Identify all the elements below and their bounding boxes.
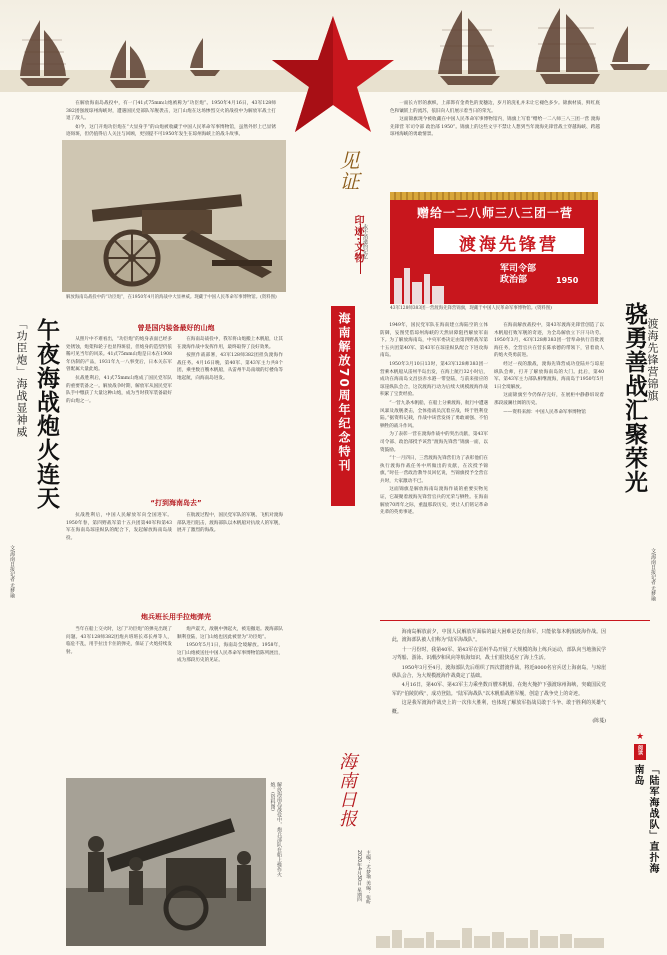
- section-2-col-b: [177, 512, 283, 536]
- sidebar-divider: [380, 620, 650, 621]
- left-byline: 文/海南日报记者 尤梦瑜: [9, 545, 15, 599]
- right-byline: 文/海南日报记者 尤梦瑜: [650, 548, 656, 602]
- column-subtitle: 印迹·文物: [352, 215, 363, 264]
- right-headline: 骁勇善战汇聚荣光: [621, 302, 647, 494]
- left-intro-text: 在解放海南岛战役中，有一门41式75mm山炮被称为“功臣炮”。1950年4月16日，43军128师382团强渡琼州海峡时，遭遇国民党部队军舰袭击，这门山炮在这场惨烈交火的战役中为解放军战士打退了敌人。: [66, 101, 276, 122]
- section-1-text-4: 按照作战部署，43军128师382团担负渡海作战任务。4月16日晚，第40军、第43军主力共8个团，乘坐数百艘木帆船，从雷州半岛南端的灯楼角等地起航，向海南岛进发。: [177, 353, 283, 381]
- special-issue-text: 海南解放70周年纪念特刊: [337, 312, 351, 473]
- sidebar-text-5: 这是我军渡海作战史上的一次伟大胜利，也体现了解放军指战员敢于斗争、敢于胜利的英雄气概。: [392, 700, 606, 715]
- column-title-block: [324, 150, 376, 212]
- photo1-caption: 解放海南岛战役中的“功臣炮”，在1950年4月的海战中大显神威。现藏于中国人民革命军事博物馆。(资料图): [66, 295, 277, 300]
- left-intro: [66, 100, 276, 140]
- section-1-text: 从照片中不难看出，“功臣炮”的炮身表面已经多处锈蚀，炮架和轮子也显得斑驳，但炮身的造型仍依稀可见当年的风采。41式75mm山炮是日本在1908年仿制的产品，1931年九一八事变后，日本关东军曾配属大量此炮。: [66, 337, 172, 373]
- right-col3-text-3: 这面锦旗至今仍保存完好，在展柜中静静诉说着那段波澜壮阔的历史。: [494, 393, 604, 406]
- pennant-org-2: 政治部: [500, 275, 528, 285]
- photo2-caption: 解放海南岛战役中，炮兵部队在船上操作火炮。(资料图): [269, 782, 282, 877]
- column-tag: 永不消逝的记忆: [360, 224, 369, 274]
- right-body-4: 为了表彰一营在渡海作战中的突出贡献，第43军司令部、政治部授予该营“渡海先锋营”锦旗一面，以资鼓励。: [380, 432, 488, 453]
- left-subheadline: 「功臣炮」海战显神威: [15, 318, 28, 438]
- section-2-text: 抗战胜利后，中国人民解放军向全国进军。1950年春，第四野战军第十五兵团第40军和第43军在海南岛琼崖纵队的配合下，发起解放海南岛战役。: [66, 513, 172, 541]
- section-2-text-3: 在航渡过程中，国民党军队的军舰、飞机对渡海部队进行阻击，渡海部队以木帆船对抗敌人的军舰，展开了激烈的海战。: [177, 513, 283, 534]
- section-1-text-2: 抗战胜利后，41式75mm山炮成了国民党军队的重要装备之一。解放战争时期，解放军从国民党军队手中缴获了大量这种山炮，成为当时我军装备最好的山炮之一。: [66, 375, 172, 404]
- left-intro-text-2: 如今，这门开炮功臣炮在“大显身手”的山炮被收藏于中国人民革命军事博物馆，虽然外形上已显锈迹斑斑，但仍值得后人关注与回顾，更别提不可1950年发生在琼州海峡上的战斗故事。: [66, 124, 276, 138]
- section-3-text-3: 1950年5月1日，海南岛全境解放。1958年，这门山炮被送往中国人民革命军事博物馆陈列展出，成为那段历史的见证。: [177, 643, 283, 664]
- right-subheadline: 渡海先锋营锦旗: [646, 318, 659, 402]
- right-body-2: 1950年3月10日13时，第43军128师383团一营乘木帆船从雷州半岛出发，在海上航行32小时后，成功在海南岛文昌县赤水港一带登陆，与前来接应的琼崖纵队会合，这次渡海行动为后续大规模渡海作战积累了宝贵经验。: [380, 361, 488, 398]
- sidebar-text-3: 1950年3月至4月，渡海部队先后组织了四次潜渡作战，将近8000名官兵送上海南岛，与琼崖纵队会合，为大规模渡海作战奠定了基础。: [392, 664, 606, 680]
- banner-caption: 43军128师383团一营渡海先锋营锦旗，现藏于中国人民革命军事博物馆。(资料图): [390, 306, 552, 311]
- pennant-org-1: 军司令部: [500, 264, 537, 274]
- pennant-fringe: [390, 192, 598, 200]
- section-3-text: 当年在船上交火时，这门“功臣炮”的弹壳出现了问题。43军128师382团炮兵班班长邓长州等人，临危不乱，用手拉出卡住的弹壳，保证了火炮持续发射。: [66, 627, 172, 655]
- right-col3-text: 在海南解放战役中，第43军渡海先锋营创造了以木帆船打败军舰的奇迹，为全岛解放立下汗马功劳。1950年3月，43军128师383团一营奉命执行首批渡海任务，全营官兵在营长陈承德的带领下，冒着敌人的炮火英勇前进。: [494, 323, 604, 359]
- column-title: 见证: [336, 150, 360, 192]
- red-star-emblem: [268, 14, 398, 139]
- section-3-col-a: [66, 626, 172, 657]
- right-body-6: 这面锦旗是解放海南岛渡海作战的重要实物见证，它凝聚着渡海先锋营官兵的光荣与牺牲。在海南解放70周年之际，重温那段历史，更让人们铭记革命先辈的英勇事迹。: [380, 487, 488, 516]
- newspaper-name: 海南日报: [336, 752, 357, 828]
- right-body-1: 1949年，国民党军队在海南建立海陆空的立体防御，妄图凭借琼州海峡的天然屏障阻挡解放军南下。为了解放海南岛，中央军委决定由第四野战军第十五兵团第40军、第43军在琼崖纵队配合下进攻海南岛。: [380, 323, 488, 359]
- sidebar-text-4: 4月16日，第40军、第43军主力乘坐数百艘木帆船，在炮火掩护下强渡琼州海峡，突破国民党军的“伯陵防线”，成功登陆。“陆军海战队”以木帆船战胜军舰，创造了战争史上的奇迹。: [392, 682, 606, 697]
- section-1-heading: 曾是国内装备最好的山炮: [137, 324, 215, 332]
- pennant-year: 1950: [556, 276, 579, 285]
- right-intro: [390, 100, 600, 140]
- section-2-heading: “打到海南岛去”: [150, 499, 202, 507]
- section-1-col-a: [66, 336, 172, 406]
- left-headline: 午夜海战炮火连天: [33, 318, 59, 510]
- sidebar-text-block: [392, 628, 606, 726]
- soldiers-artillery-photo: [66, 778, 266, 946]
- pennant-org: [500, 264, 536, 286]
- sidebar-text-2: 十一月份时，我第40军、第43军在雷州半岛开展了大规模的海上练兵运动，部队向当地渔民学习驾船、游泳、识潮汐和风向等航海知识，战士们很快适应了海上生活。: [392, 646, 606, 662]
- right-col-b: [494, 322, 604, 417]
- star-icon: ★: [636, 732, 645, 742]
- sidebar-text-6: (陈蔓): [592, 718, 606, 725]
- editors: 主编：尤梦瑜 美编：张昕: [365, 850, 370, 905]
- mountain-gun-photo: [62, 140, 286, 292]
- sidebar-text-1: 海南岛解放前夕，中国人民解放军面临的最大困难是没有海军，只能依靠木帆船渡海作战。因此，渡海部队被人们称为“陆军海战队”。: [392, 629, 606, 644]
- pennant-photo: [390, 192, 598, 304]
- section-1-text-3: 在海南岛战役中，我军将山炮搬上木帆船，让其在渡海作战中发挥作用，最终取得了良好效果。: [177, 337, 283, 350]
- right-intro-text-2: 这面锦旗现今被收藏在中国人民革命军事博物馆内，锦旗上写着“赠给一二八师三八三团一营 渡海先锋营 军司令部 政治部 1950”。锦旗上的这些文字不禁让人想到当年渡海先锋营战士穿越海峡、跨越琼州海峡的勇敢情景。: [390, 117, 600, 138]
- sidebar-headline: 「陆军海战队」直扑海南岛: [632, 764, 658, 874]
- issue-date: 2020年4月30日 星期四: [356, 850, 361, 902]
- sidebar-kicker: 阅读: [637, 745, 643, 755]
- section-3-col-b: [177, 626, 283, 666]
- right-col-a: [380, 322, 488, 518]
- right-body-3: “一营九条木帆船，在船上分乘渡海，航行中遭遇风暴及敌舰袭击，全体指战员沉着应战，终于胜利登陆。”据资料记载，作战中该营发扬了勇敢顽强、不怕牺牲的战斗作风。: [380, 400, 489, 429]
- city-skyline-icon: [390, 262, 450, 304]
- pennant-dedication: 赠给一二八师三八三团一营: [416, 206, 573, 220]
- section-2-col-a: [66, 512, 172, 543]
- section-3-heading: 炮兵班长用手拉炮弹壳: [141, 613, 211, 621]
- sidebar-kicker-box: [634, 744, 646, 760]
- special-issue-banner: [331, 306, 355, 506]
- right-col3-text-2: 经过一夜的激战，渡海先锋营成功登陆并与琼崖纵队会师，打开了解放海南岛的大门。此后，第40军、第43军主力部队相继渡海，海南岛于1950年5月1日全境解放。: [494, 361, 604, 390]
- right-intro-text: 一面长方形的旗帜，上部饰有金黄色的麦穗边，岁月的洗礼并未让它褪色多少。锦旗材质，鲜红底色和镶嵌上的流苏，依旧向人们展示着当日的荣光。: [390, 101, 600, 114]
- section-1-col-b: [177, 336, 283, 384]
- right-col3-text-4: ——资料来源：中国人民革命军事博物馆: [503, 409, 586, 415]
- pennant-title: 渡海先锋营: [459, 235, 559, 255]
- city-silhouette: [376, 926, 606, 948]
- section-3-text-2: 炮声震天，敌舰中弹起火，被迫撤退。渡海部队顺利登陆，这门山炮也因此被誉为“功臣炮”。: [177, 627, 283, 640]
- right-body-5: “十一月四日，三营渡海先锋营们为了表彰他们在执行渡海作战任务中所做出的贡献，在次授予锦旗，”时任一营政治教导员回忆说，当锦旗授予全营官兵时，大家激动不已。: [380, 456, 489, 484]
